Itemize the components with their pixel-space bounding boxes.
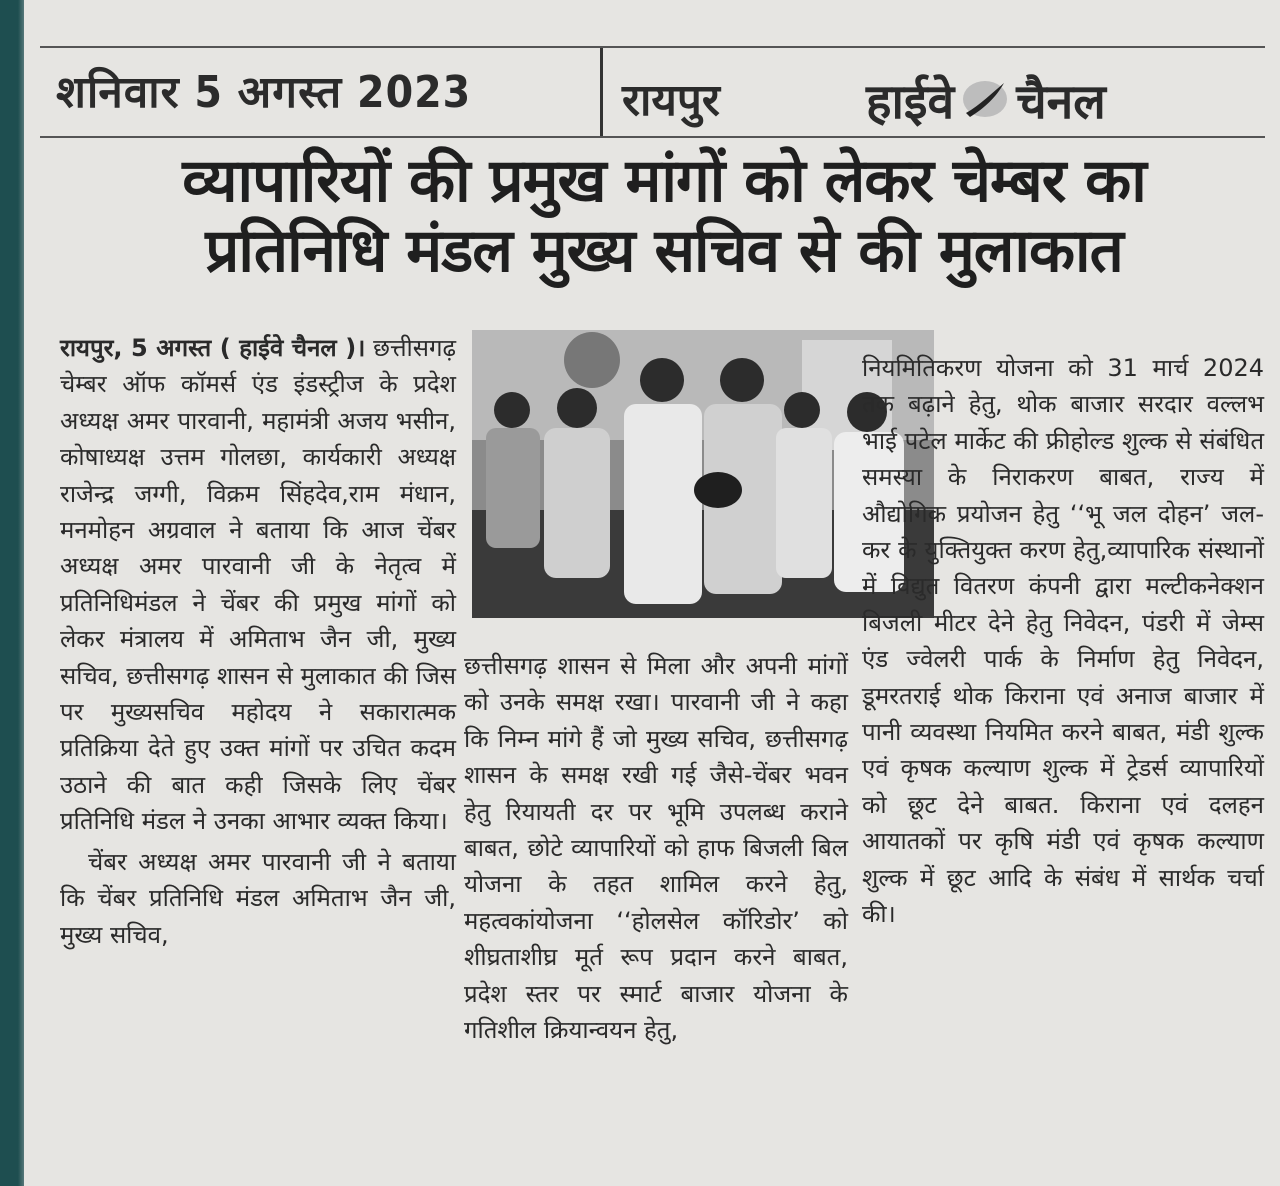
article-column-3-text: नियमितिकरण योजना को 31 मार्च 2024 तक बढ़ाने हेतु, थोक बाजार सरदार वल्लभ भाई पटेल मार्केट की फ्रीहोल्ड शुल्क से संबंधित समस्या के निराकरण बाबत, राज्य में औद्योगिक प्रयोजन हेतु ‘‘भू जल दोहन’ जल-कर के युक्तियुक्त करण हेतु,व्यापारिक संस्थानों में विद्युत वितरण कंपनी द्वारा मल्टीकनेक्शन बिजली मीटर देने हेतु निवेदन, पंडरी में जेम्स एंड ज्वेलरी पार्क के निर्माण हेतु निवेदन, डूमरतराई थोक किराना एवं अनाज बाजार में पानी व्यवस्था नियमित करने बाबत, मंडी शुल्क एवं कृषक कल्याण शुल्क में ट्रेडर्स व्यापारियों को छूट देने बाबत. किराना एवं दलहन आयातकों पर कृषि मंडी एवं कृषक कल्याण शुल्क में छूट आदि के संबंध में सार्थक चर्चा की। — [862, 354, 1264, 929]
masthead-bottom-rule — [40, 136, 1265, 138]
article-paragraph-1: छत्तीसगढ़ चेम्बर ऑफ कॉमर्स एंड इंडस्ट्रीज के प्रदेश अध्यक्ष अमर पारवानी, महामंत्री अजय भसीन, कोषाध्यक्ष उत्तम गोलछा, कार्यकारी अध्यक्ष राजेन्द्र जग्गी, विक्रम सिंहदेव,राम मंधान, मनमोहन अग्रवाल ने बताया कि आज चेंबर अध्यक्ष अमर पारवानी जी के नेतृत्व में प्रतिनिधिमंडल ने चेंबर की प्रमुख मांगों को लेकर मंत्रालय में अमिताभ जैन जी, मुख्य सचिव, छत्तीसगढ़ शासन से मुलाकात की जिस पर मुख्यसचिव महोदय ने सकारात्मक प्रतिक्रिया देते हुए उक्त मांगों पर उचित कदम उठाने की बात कही जिसके लिए चेंबर प्रतिनिधि मंडल ने उनका आभार व्यक्त किया। — [60, 334, 456, 836]
brand-logo-icon — [958, 77, 1012, 133]
article-dateline: रायपुर, 5 अगस्त ( हाईवे चैनल )। — [60, 334, 366, 362]
brand-left: हाईवे — [866, 74, 955, 130]
headline-line-1: व्यापारियों की प्रमुख मांगों को लेकर चेम्बर का — [182, 146, 1146, 216]
masthead-divider — [600, 48, 603, 136]
issue-date: शनिवार 5 अगस्त 2023 — [56, 67, 472, 118]
article-paragraph-2: चेंबर अध्यक्ष अमर पारवानी जी ने बताया कि चेंबर प्रतिनिधि मंडल अमिताभ जैन जी, मुख्य सचिव, — [60, 847, 456, 949]
article-column-2-text: छत्तीसगढ़ शासन से मिला और अपनी मांगों को उनके समक्ष रखा। पारवानी जी ने कहा कि निम्न मांगे हैं जो मुख्य सचिव, छत्तीसगढ़ शासन के समक्ष रखी गई जैसे-चेंबर भवन हेतु रियायती दर पर भूमि उपलब्ध कराने बाबत, छोटे व्यापारियों को हाफ बिजली बिल योजना के तहत शामिल करने हेतु, महत्वकांयोजना ‘‘होलसेल कॉरिडोर’ को शीघ्रताशीघ्र मूर्त रूप प्रदान करने बाबत, प्रदेश स्तर पर स्मार्ट बाजार योजना के गतिशील क्रियान्वयन हेतु, — [464, 652, 848, 1045]
article-column-2 — [464, 648, 848, 1048]
headline — [64, 146, 1264, 286]
article-column-1 — [60, 330, 456, 953]
brand-right: चैनल — [1016, 74, 1106, 130]
newspaper-brand — [866, 68, 1106, 133]
edition-city: रायपुर — [622, 75, 720, 126]
masthead — [40, 38, 1265, 140]
headline-line-2: प्रतिनिधि मंडल मुख्य सचिव से की मुलाकात — [205, 216, 1123, 286]
newspaper-page — [24, 0, 1280, 1186]
article-column-3 — [862, 350, 1264, 933]
masthead-top-rule — [40, 46, 1265, 48]
